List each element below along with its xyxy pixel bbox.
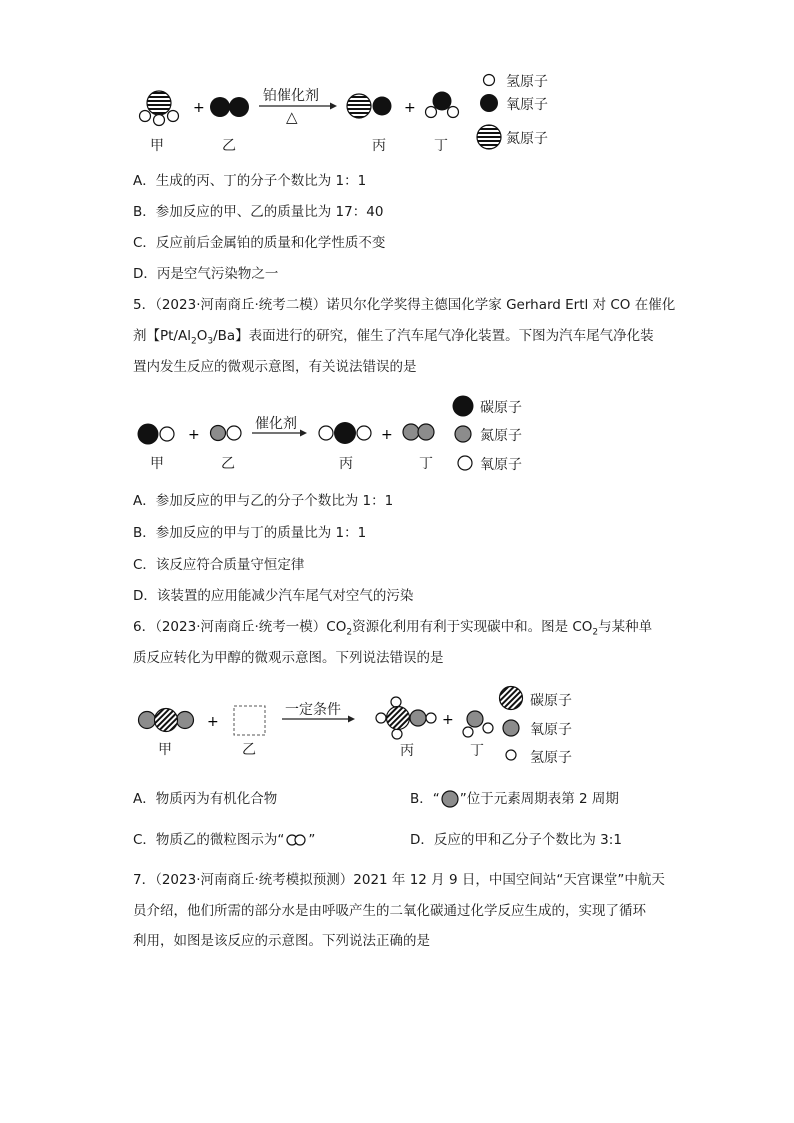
q6-optb-gray-atom-icon <box>440 790 460 808</box>
d1-label-jia: 甲 <box>150 138 164 154</box>
d3-label-ding: 丁 <box>470 743 484 759</box>
d2-molecule-jia <box>138 424 175 445</box>
q5-option-d: D．该装置的应用能减少汽车尾气对空气的污染 <box>133 588 414 604</box>
q5-option-c: C．该反应符合质量守恒定律 <box>133 557 305 573</box>
q5-stem-line-3: 置内发生反应的微观示意图，有关说法错误的是 <box>133 359 417 375</box>
d3-label-jia: 甲 <box>158 742 172 758</box>
q6-option-b: B．“ ”位于元素周期表第 2 周期 <box>410 791 619 807</box>
d1-label-yi: 乙 <box>222 138 236 154</box>
d1-plus-1: + <box>193 100 205 116</box>
d2-plus-2: + <box>381 427 393 443</box>
d3-label-yi: 乙 <box>242 742 256 758</box>
d1-legend-nitrogen-icon <box>477 125 501 149</box>
d2-molecule-yi <box>211 426 242 441</box>
d2-catalyst-label: 催化剂 <box>255 416 297 432</box>
d1-legend-nitrogen-label: 氮原子 <box>506 131 548 147</box>
d3-legend-oxygen-label: 氧原子 <box>530 722 572 738</box>
d1-molecule-jia <box>140 91 179 126</box>
d3-legend-hydrogen-label: 氢原子 <box>530 750 572 766</box>
d1-legend-hydrogen-label: 氢原子 <box>506 74 548 90</box>
d3-legend-carbon-label: 碳原子 <box>530 693 572 709</box>
d3-plus-1: + <box>207 714 219 730</box>
d3-legend-hydrogen-icon <box>506 750 516 760</box>
d3-condition-label: 一定条件 <box>285 702 341 718</box>
q4-option-a: A．生成的丙、丁的分子个数比为 1：1 <box>133 173 367 189</box>
q4-option-d: D．丙是空气污染物之一 <box>133 266 279 282</box>
q6-option-a: A．物质丙为有机化合物 <box>133 791 278 807</box>
d1-catalyst-label: 铂催化剂 <box>263 88 319 104</box>
d2-legend-oxygen-icon <box>458 456 472 470</box>
d2-label-bing: 丙 <box>339 456 353 472</box>
d2-molecule-ding <box>403 424 434 440</box>
d1-legend-oxygen-label: 氧原子 <box>506 97 548 113</box>
d1-label-bing: 丙 <box>372 138 386 154</box>
d1-legend-hydrogen-icon <box>484 75 495 86</box>
d3-legend-carbon-icon <box>500 687 523 710</box>
d3-legend-oxygen-icon <box>503 720 519 736</box>
d2-legend-oxygen-label: 氧原子 <box>480 457 522 473</box>
d3-plus-2: + <box>442 712 454 728</box>
d2-label-yi: 乙 <box>221 456 235 472</box>
d2-legend-carbon-icon <box>453 396 474 417</box>
d3-molecule-bing <box>376 697 436 739</box>
q6-stem-line-2: 质反应转化为甲醇的微观示意图。下列说法错误的是 <box>133 650 444 666</box>
q7-stem-line-2: 员介绍，他们所需的部分水是由呼吸产生的二氧化碳通过化学反应生成的，实现了循环 <box>133 903 646 919</box>
q6-option-d: D．反应的甲和乙分子个数比为 3:1 <box>410 832 622 848</box>
q6-stem-line-1: 6．（2023·河南商丘·统考一模）$CO_2$资源化利用有利于实现碳中和。图是 $CO_2$与某种单 <box>133 619 653 638</box>
q5-option-a: A．参加反应的甲与乙的分子个数比为 1：1 <box>133 493 394 509</box>
d2-label-ding: 丁 <box>419 456 433 472</box>
d1-label-ding: 丁 <box>434 138 448 154</box>
d1-plus-2: + <box>404 100 416 116</box>
q6-option-c: C．物质乙的微粒图示为“ ” <box>133 832 316 848</box>
d2-arrowhead <box>300 430 307 437</box>
d3-molecule-jia <box>139 709 194 732</box>
d1-molecule-yi <box>210 97 249 117</box>
q5-option-b: B．参加反应的甲与丁的质量比为 1：1 <box>133 525 367 541</box>
q7-stem-line-1: 7．（2023·河南商丘·统考模拟预测）2021 年 12 月 9 日，中国空间站“天宫课堂”中航天 <box>133 872 665 888</box>
d2-plus-1: + <box>188 427 200 443</box>
d2-legend-nitrogen-label: 氮原子 <box>480 428 522 444</box>
d1-molecule-bing <box>347 94 392 118</box>
d1-molecule-ding <box>426 92 459 118</box>
q4-option-b: B．参加反应的甲、乙的质量比为 17：40 <box>133 204 384 220</box>
d2-molecule-bing <box>319 422 371 444</box>
q7-stem-line-3: 利用，如图是该反应的示意图。下列说法正确的是 <box>133 933 430 949</box>
d2-legend-carbon-label: 碳原子 <box>480 400 522 416</box>
d1-heat-symbol: △ <box>286 108 298 126</box>
q4-option-c: C．反应前后金属铂的质量和化学性质不变 <box>133 235 386 251</box>
d3-unknown-box <box>234 706 265 735</box>
q5-stem-line-2: 剂【$Pt/Al_2O_3/Ba$】表面进行的研究，催生了汽车尾气净化装置。下图为汽车尾气净化装 <box>133 328 654 347</box>
d3-arrowhead <box>348 716 355 723</box>
q5-stem-line-1: 5．（2023·河南商丘·统考二模）诺贝尔化学奖得主德国化学家 Gerhard Ertl 对 CO 在催化 <box>133 297 676 313</box>
d3-molecule-ding <box>463 711 493 737</box>
d1-arrowhead <box>330 103 337 110</box>
d1-legend-oxygen-icon <box>480 94 498 112</box>
d2-legend-nitrogen-icon <box>455 426 471 442</box>
d2-label-jia: 甲 <box>150 456 164 472</box>
q6-optc-h2-molecule-icon <box>284 833 308 847</box>
d3-label-bing: 丙 <box>400 743 414 759</box>
